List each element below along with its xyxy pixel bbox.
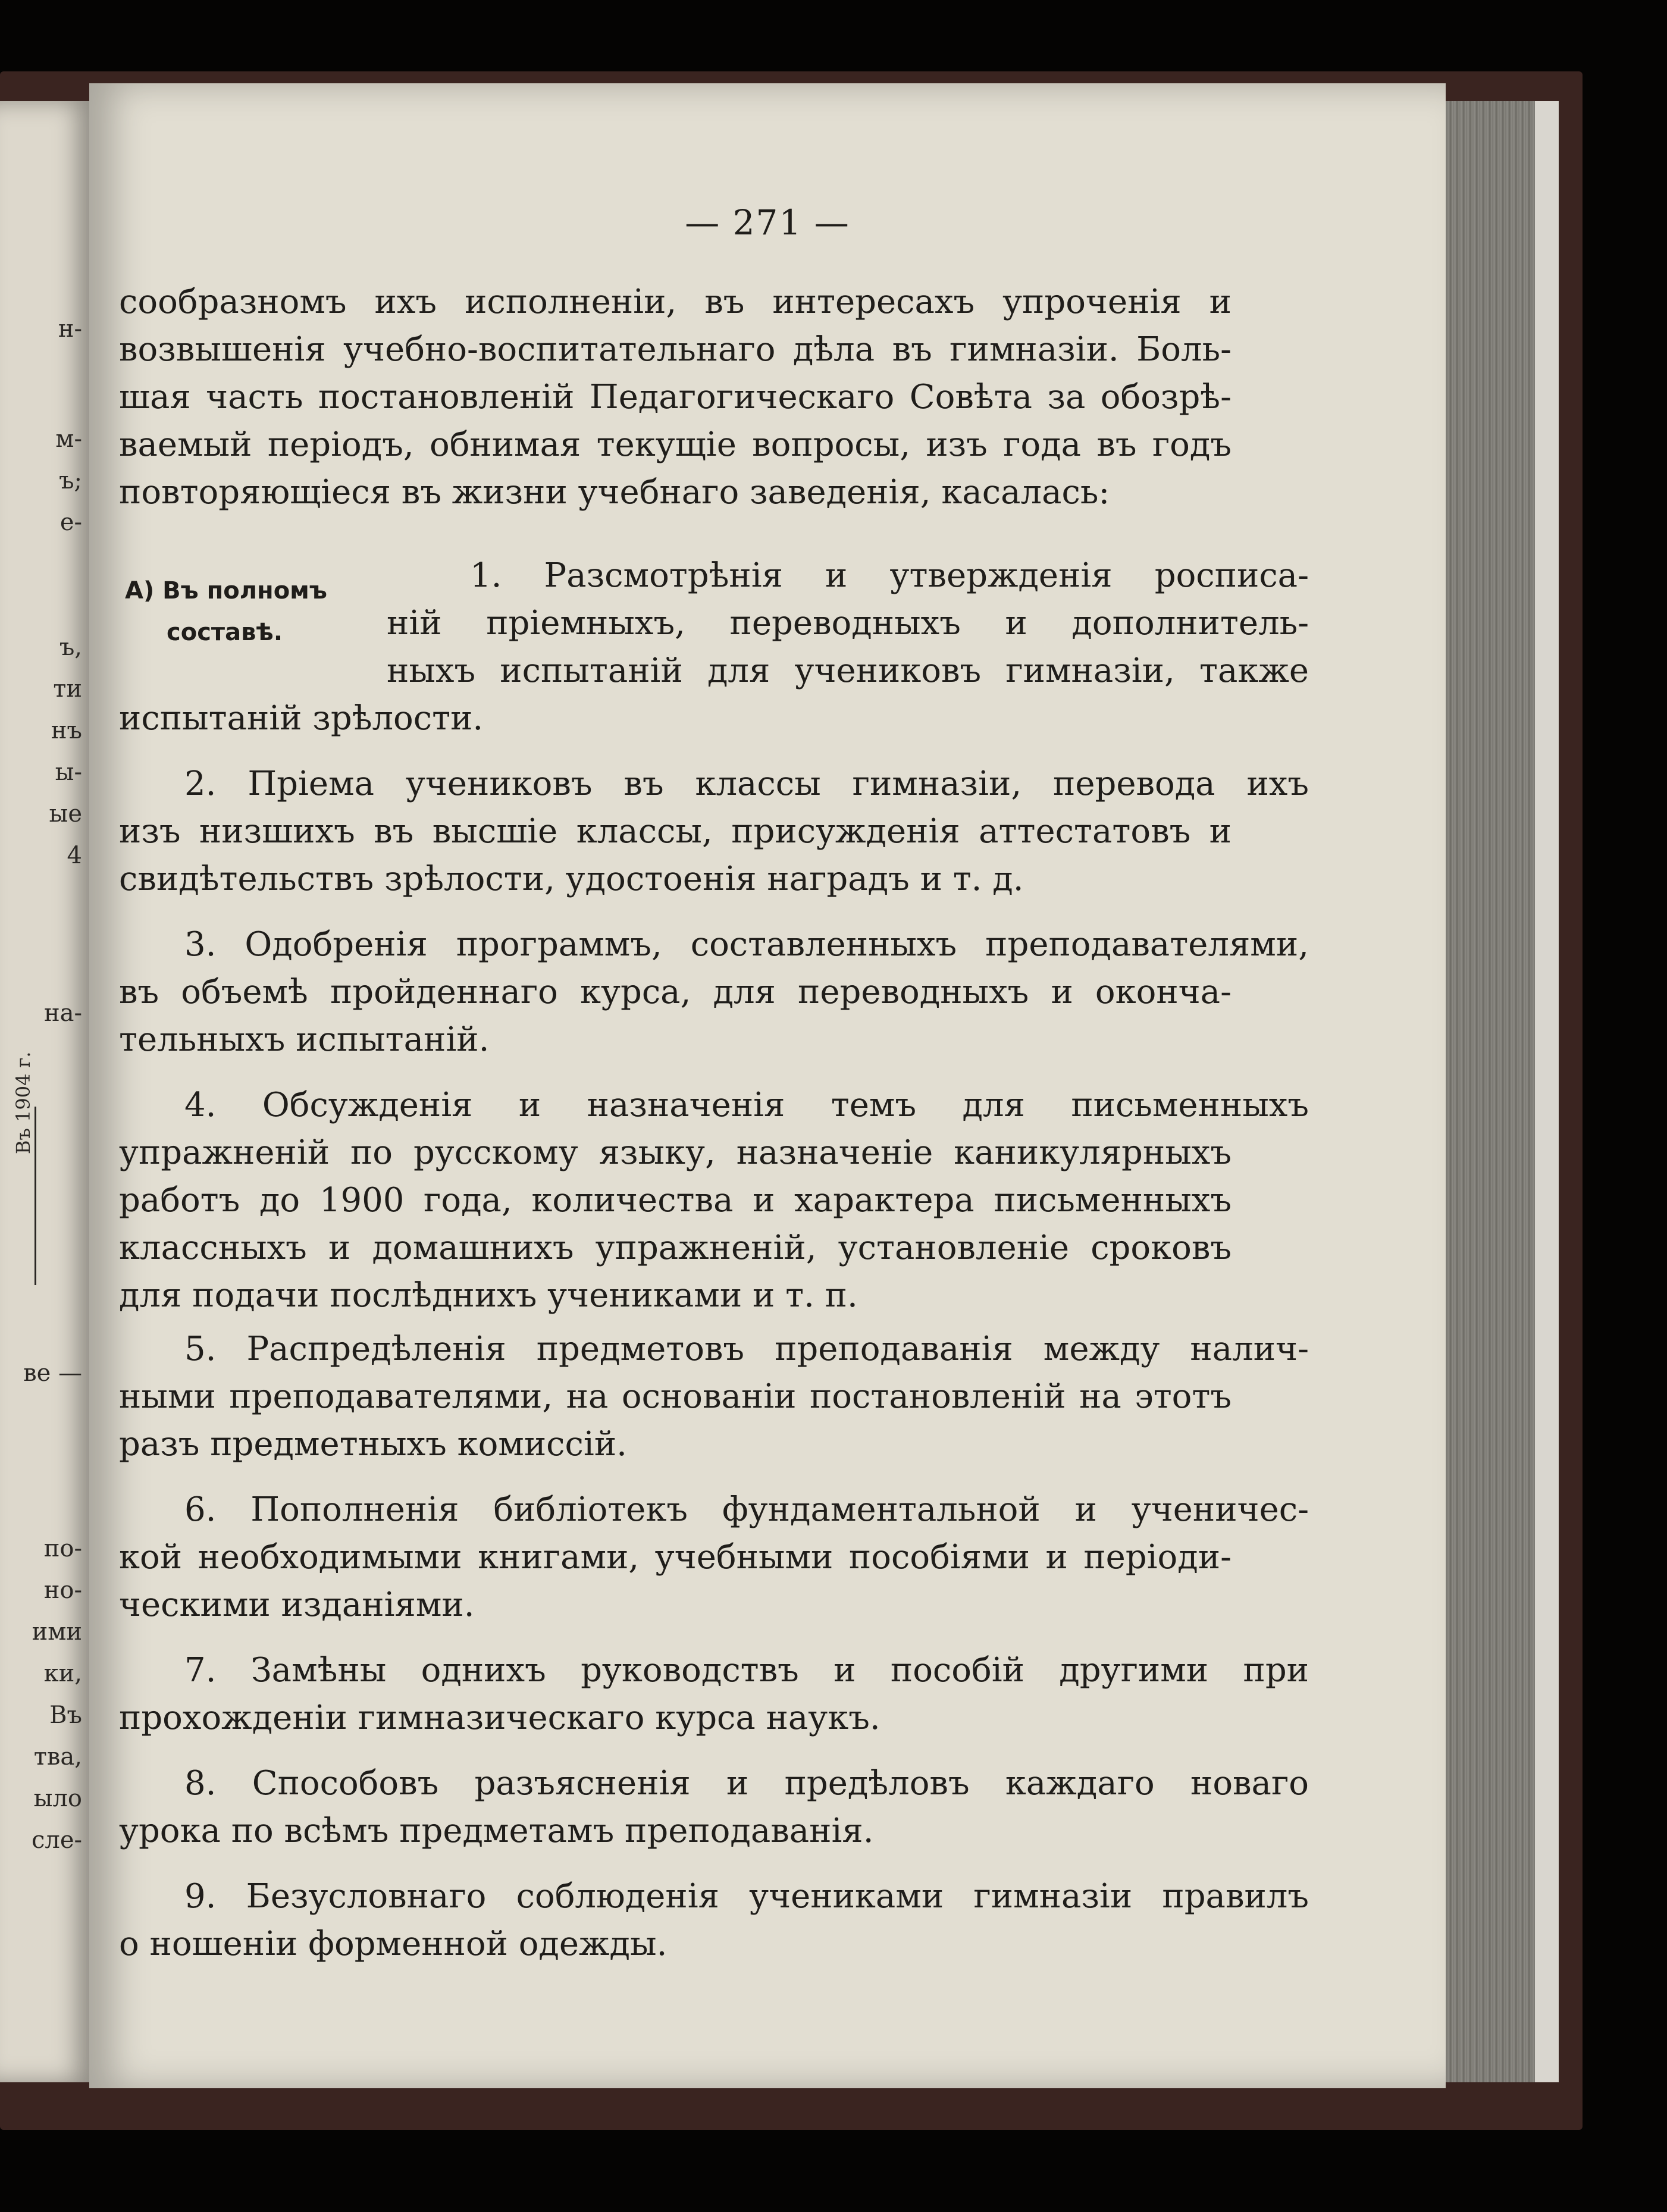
text-line: ными преподавателями, на основаніи постановленій на этотъ (119, 1377, 1232, 1416)
text-line: 4. Обсужденія и назначенія темъ для письменныхъ (184, 1086, 1309, 1124)
text-line: прохожденіи гимназическаго курса наукъ. (119, 1699, 880, 1737)
left-fragment: ы- (55, 759, 82, 786)
text-line: 5. Распредѣленія предметовъ преподаванія между налич- (184, 1330, 1309, 1368)
left-fragment: тва, (33, 1743, 82, 1771)
text-line: изъ низшихъ въ высшіе классы, присужденія аттестатовъ и (119, 812, 1232, 851)
text-line: ній пріемныхъ, переводныхъ и дополнитель- (387, 604, 1309, 643)
left-table-header: Въ 1904 г. (12, 1051, 35, 1154)
left-fragment: по- (43, 1535, 82, 1562)
text-line: ваемый періодъ, обнимая текущіе вопросы, изъ года въ годъ (119, 425, 1232, 464)
text-line: въ объемѣ пройденнаго курса, для переводныхъ и оконча- (119, 973, 1232, 1011)
margin-note-line-1: А) Въ полномъ (125, 577, 327, 604)
text-line: 7. Замѣны однихъ руководствъ и пособій другими при (184, 1651, 1309, 1690)
text-line: сообразномъ ихъ исполненіи, въ интересахъ упроченія и (119, 283, 1232, 321)
text-line: о ношеніи форменной одежды. (119, 1925, 668, 1963)
text-line: испытаній зрѣлости. (119, 699, 484, 738)
previous-page-edge (0, 101, 95, 2082)
page-block-edges (1440, 101, 1559, 2082)
left-fragment: ъ; (59, 467, 82, 494)
left-fragment: н- (58, 315, 82, 343)
text-line: ныхъ испытаній для учениковъ гимназіи, также (387, 651, 1309, 690)
text-line: работъ до 1900 года, количества и характера письменныхъ (119, 1181, 1232, 1220)
left-fragment: ими (32, 1618, 82, 1646)
text-line: 6. Пополненія библіотекъ фундаментальной и ученичес- (184, 1490, 1309, 1529)
text-line: 8. Способовъ разъясненія и предѣловъ каждаго новаго (184, 1764, 1309, 1803)
left-fragment: ъ, (59, 634, 82, 661)
left-fragment: на- (43, 1000, 82, 1027)
text-line: 1. Разсмотрѣнія и утвержденія росписа- (470, 556, 1309, 595)
margin-note-line-2: составѣ. (167, 619, 283, 646)
text-line: 3. Одобренія программъ, составленныхъ преподавателями, (184, 925, 1309, 964)
text-line: повторяющіеся въ жизни учебнаго заведенія, касалась: (119, 473, 1110, 512)
left-fragment: м- (55, 425, 82, 453)
page-edge-strip (1535, 101, 1559, 2082)
text-line: 2. Пріема учениковъ въ классы гимназіи, перевода ихъ (184, 765, 1309, 803)
text-line: тельныхъ испытаній. (119, 1020, 490, 1059)
page-number: — 271 — (685, 202, 850, 243)
left-fragment: нъ (51, 717, 82, 744)
text-line: кой необходимыми книгами, учебными пособіями и періоди- (119, 1538, 1232, 1577)
left-fragment: ти (53, 675, 82, 703)
text-line: разъ предметныхъ комиссій. (119, 1425, 627, 1464)
text-line: урока по всѣмъ предметамъ преподаванія. (119, 1812, 874, 1850)
left-fragment: 4 (67, 842, 82, 869)
text-line: ческими изданіями. (119, 1586, 475, 1624)
text-line: упражненій по русскому языку, назначеніе каникулярныхъ (119, 1133, 1232, 1172)
text-line: свидѣтельствъ зрѣлости, удостоенія наградъ и т. д. (119, 860, 1024, 898)
left-fragment: ыло (33, 1785, 82, 1812)
text-line: шая часть постановленій Педагогическаго Совѣта за обозрѣ- (119, 378, 1232, 416)
left-fragment: Въ (49, 1702, 82, 1729)
left-fragment: ые (49, 800, 82, 828)
left-fragment: но- (43, 1577, 82, 1604)
text-line: 9. Безусловнаго соблюденія учениками гимназіи правилъ (184, 1877, 1309, 1916)
left-fragment: ки, (43, 1660, 82, 1687)
left-fragment: сле- (32, 1826, 82, 1854)
text-line: классныхъ и домашнихъ упражненій, установленіе сроковъ (119, 1229, 1232, 1267)
text-line: для подачи послѣднихъ учениками и т. п. (119, 1276, 858, 1315)
text-line: возвышенія учебно-воспитательнаго дѣла въ гимназіи. Боль- (119, 330, 1232, 369)
left-fragment: ве — (23, 1359, 82, 1387)
left-fragment: е- (59, 509, 82, 536)
table-rule (35, 1107, 36, 1285)
book-page (89, 83, 1446, 2088)
